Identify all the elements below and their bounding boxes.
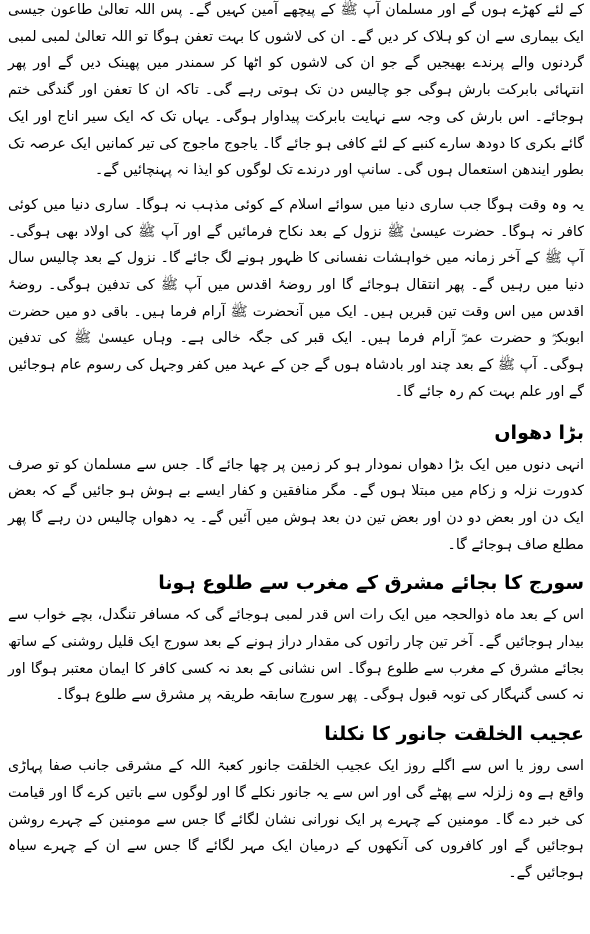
heading-smoke: بڑا دھواں xyxy=(494,421,584,444)
heading-beast: عجیب الخلقت جانور کا نکلنا xyxy=(324,723,584,746)
intro-paragraph-2: یہ وہ وقت ہوگا جب ساری دنیا میں سوائے اسلام کے کوئی مذہب نہ ہوگا۔ ساری دنیا میں کوئی کافر نہ ہوگا۔ حضرت عیسیٰ ﷺ نزول کے بعد نکاح فرمائیں گے اور آپ ﷺ کی اولاد بھی ہوگی۔ آپ ﷺ کے آخر زمانہ میں خواہشات نفسانی کا ظہور ہونے لگ جائے گا۔ نزول کے بعد چالیس سال دنیا میں رہیں گے۔ پھر انتقال ہوجائے گا اور روضۂ اقدس میں آپ ﷺ کی تدفین ہوگی۔ روضۂ اقدس میں اس وقت تین قبریں ہیں۔ ایک میں آنحضرت ﷺ آرام فرما ہیں۔ باقی دو میں حضرت ابوبکرؓ و حضرت عمرؓ آرام فرما ہیں۔ ایک قبر کی جگہ خالی ہے۔ وہاں عیسیٰ ﷺ کی تدفین ہوگی۔ آپ ﷺ کے بعد چند اور بادشاہ ہوں گے جن کے عہد میں کفر وجہل کی رسوم عام ہوجائیں گے اور علم بہت کم رہ جائے گا۔ xyxy=(8,196,584,400)
sunrise-paragraph: اس کے بعد ماہ ذوالحجہ میں ایک رات اس قدر لمبی ہوجائے گی کہ مسافر تنگدل، بچے خواب سے بیدار ہوجائیں گے۔ آخر تین چار راتوں کی مقدار دراز ہونے کے بعد سورج ایک قلیل روشنی کے ساتھ بجائے مشرق کے مغرب سے طلوع ہوگا۔ اس نشانی کے بعد نہ کسی کافر کا ایمان معتبر ہوگا اور نہ کسی گنہگار کی توبہ قبول ہوگی۔ پھر سورج سابقہ طریقہ پر مشرق سے طلوع ہوگا۔ xyxy=(8,607,584,704)
heading-sunrise-west: سورج کا بجائے مشرق کے مغرب سے طلوع ہونا xyxy=(158,572,584,595)
smoke-paragraph: انہی دنوں میں ایک بڑا دھواں نمودار ہو کر زمین پر چھا جائے گا۔ جس سے مسلمان کو تو صرف کدورت نزلہ و زکام میں مبتلا ہوں گے۔ مگر منافقین و کفار ایسے بے ہوش ہو جائیں گے کہ بعض ایک دن اور بعض دو دن اور بعض تین دن بعد ہوش میں آئیں گے۔ یہ دھواں چالیس دن رہے گا پھر مطلع صاف ہوجائے گا۔ xyxy=(8,456,584,553)
beast-paragraph: اسی روز یا اس سے اگلے روز ایک عجیب الخلقت جانور کعبۃ اللہ کے مشرقی جانب صفا پہاڑی واقع ہے وہ زلزلہ سے پھٹے گی اور اس سے یہ جانور نکلے گا اور لوگوں سے باتیں کرے گا اور قیامت کی خبر دے گا۔ مومنین کے چہرے پر ایک نورانی نشان لگائے گا جس سے مومنین کے چہرے روشن ہوجائیں گے اور کافروں کی آنکھوں کے درمیان ایک مہر لگائے گا جس سے ان کے چہرے سیاہ ہوجائیں گے۔ xyxy=(8,758,584,881)
intro-paragraph-1: کے لئے کھڑے ہوں گے اور مسلمان آپ ﷺ کے پیچھے آمین کہیں گے۔ پس اللہ تعالیٰ طاعون جیسی ایک بیماری سے ان کو ہلاک کر دیں گے۔ ان کی لاشوں کا بہت تعفن ہوگا تو اللہ تعالیٰ لمبی لمبی گردنوں والے پرندے بھیجیں گے جو ان کی لاشوں کو اٹھا کر سمندر میں پھینک دیں گے اور پھر انتہائی بابرکت بارش ہوگی جو چالیس دن تک ہوتی رہے گی۔ تاکہ ان کا تعفن اور گندگی ختم ہوجائے۔ اس بارش کی وجہ سے نہایت بابرکت پیداوار ہوگی۔ یہاں تک کہ ایک سیر اناج اور ایک گائے بکری کا دودھ سارے کنبے کے لئے کافی ہو جائے گا۔ یاجوج ماجوج کی تیر کمانیں ایک عرصہ تک بطور ایندھن استعمال ہوں گی۔ سانپ اور درندے تک لوگوں کو ایذا نہ پہنچائیں گے۔ xyxy=(8,2,584,179)
